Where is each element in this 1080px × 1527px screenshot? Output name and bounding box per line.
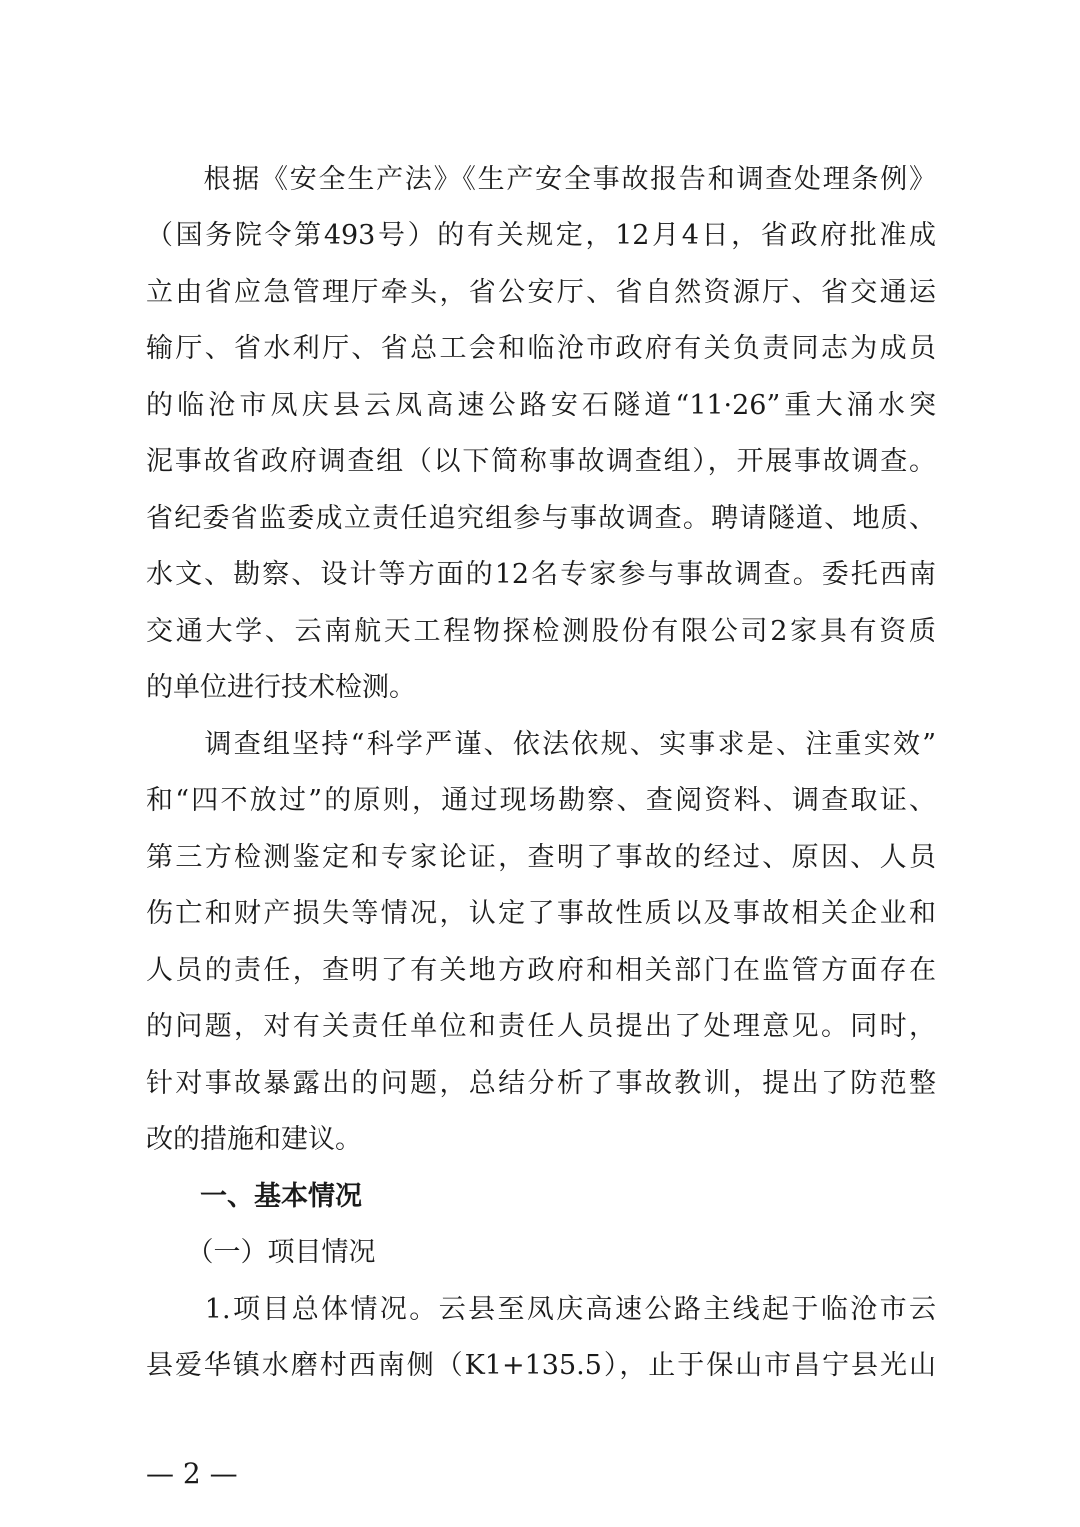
text-line: 的问题，对有关责任单位和责任人员提出了处理意见。同时， xyxy=(146,1011,936,1042)
text-line: 调查组坚持“科学严谨、依法依规、实事求是、注重实效” xyxy=(146,729,936,760)
text-line: 改的措施和建议。 xyxy=(146,1124,362,1155)
text-line: 和“四不放过”的原则，通过现场勘察、查阅资料、调查取证、 xyxy=(146,785,936,816)
section-heading: 一、基本情况 xyxy=(146,1181,362,1212)
text-line: 县爱华镇水磨村西南侧（K1+135.5），止于保山市昌宁县光山 xyxy=(146,1350,936,1381)
text-line: 的临沧市凤庆县云凤高速公路安石隧道“11·26”重大涌水突 xyxy=(146,390,936,421)
text-line: 人员的责任，查明了有关地方政府和相关部门在监管方面存在 xyxy=(146,955,936,986)
text-line: 的单位进行技术检测。 xyxy=(146,672,416,703)
text-line: 伤亡和财产损失等情况，认定了事故性质以及事故相关企业和 xyxy=(146,898,936,929)
page-number: — 2 — xyxy=(146,1457,238,1490)
text-line: 第三方检测鉴定和专家论证，查明了事故的经过、原因、人员 xyxy=(146,842,936,873)
text-line: 针对事故暴露出的问题，总结分析了事故教训，提出了防范整 xyxy=(146,1068,936,1099)
text-line: 交通大学、云南航天工程物探检测股份有限公司2家具有资质 xyxy=(146,616,936,647)
text-line: 输厅、省水利厅、省总工会和临沧市政府有关负责同志为成员 xyxy=(146,333,936,364)
text-line: （国务院令第493号）的有关规定，12月4日，省政府批准成 xyxy=(146,220,936,251)
text-line: 1.项目总体情况。云县至凤庆高速公路主线起于临沧市云 xyxy=(146,1294,936,1325)
text-line: 省纪委省监委成立责任追究组参与事故调查。聘请隧道、地质、 xyxy=(146,503,936,534)
text-line: 泥事故省政府调查组（以下简称事故调查组），开展事故调查。 xyxy=(146,446,936,477)
subsection-heading: （一）项目情况 xyxy=(146,1237,376,1268)
text-line: 水文、勘察、设计等方面的12名专家参与事故调查。委托西南 xyxy=(146,559,936,590)
text-line: 根据《安全生产法》《生产安全事故报告和调查处理条例》 xyxy=(146,164,936,195)
text-line: 立由省应急管理厅牵头，省公安厅、省自然资源厅、省交通运 xyxy=(146,277,936,308)
